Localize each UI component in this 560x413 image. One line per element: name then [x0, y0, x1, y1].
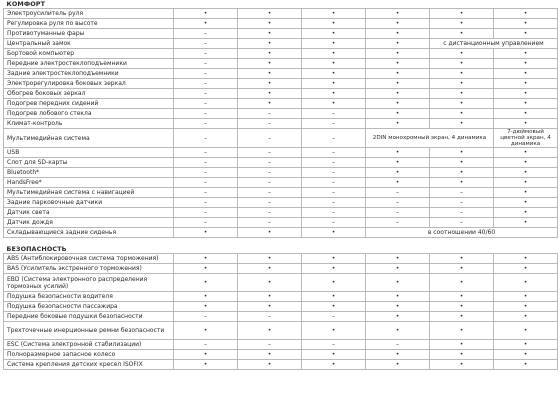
included-dot: • — [366, 109, 430, 119]
included-dot: • — [366, 9, 430, 19]
not-available-dash: – — [174, 178, 238, 188]
feature-name: EBD (Система электронного распределения тормозных усилий) — [4, 274, 174, 292]
equipment-table — [3, 0, 558, 370]
included-dot: • — [238, 39, 302, 49]
included-dot: • — [238, 228, 302, 238]
feature-name: Складывающиеся задние сиденья — [4, 228, 174, 238]
included-dot: • — [366, 39, 430, 49]
included-dot: • — [430, 340, 494, 350]
feature-name: Регулировка руля по высоте — [4, 19, 174, 29]
feature-name: BAS (Усилитель экстренного торможения) — [4, 264, 174, 274]
included-dot: • — [430, 158, 494, 168]
included-dot: • — [366, 302, 430, 312]
included-dot: • — [238, 29, 302, 39]
included-dot: • — [494, 208, 558, 218]
included-dot: • — [494, 188, 558, 198]
included-dot: • — [494, 218, 558, 228]
not-available-dash: – — [366, 208, 430, 218]
included-dot: • — [238, 59, 302, 69]
included-dot: • — [366, 274, 430, 292]
included-dot: • — [302, 9, 366, 19]
included-dot: • — [494, 302, 558, 312]
included-dot: • — [174, 254, 238, 264]
feature-name: Подогрев лобового стекла — [4, 109, 174, 119]
included-dot: • — [238, 69, 302, 79]
table-row — [4, 89, 558, 99]
table-row — [4, 208, 558, 218]
table-row — [4, 302, 558, 312]
not-available-dash: – — [238, 148, 302, 158]
included-dot: • — [494, 264, 558, 274]
not-available-dash: – — [174, 340, 238, 350]
included-dot: • — [302, 228, 366, 238]
included-dot: • — [430, 79, 494, 89]
feature-name: ABS (Антиблокировочная система торможения) — [4, 254, 174, 264]
included-dot: • — [430, 312, 494, 322]
included-dot: • — [494, 119, 558, 129]
included-dot: • — [366, 350, 430, 360]
included-dot: • — [430, 119, 494, 129]
not-available-dash: – — [238, 218, 302, 228]
included-dot: • — [494, 59, 558, 69]
not-available-dash: – — [302, 198, 366, 208]
included-dot: • — [302, 322, 366, 340]
included-dot: • — [238, 79, 302, 89]
included-dot: • — [494, 49, 558, 59]
included-dot: • — [366, 360, 430, 370]
not-available-dash: – — [174, 109, 238, 119]
section-title: БЕЗОПАСНОСТЬ — [4, 245, 558, 254]
included-dot: • — [238, 292, 302, 302]
feature-note: 2DIN монохромный экран, 4 динамика — [366, 129, 494, 148]
included-dot: • — [494, 254, 558, 264]
included-dot: • — [494, 274, 558, 292]
included-dot: • — [430, 302, 494, 312]
included-dot: • — [430, 29, 494, 39]
included-dot: • — [174, 322, 238, 340]
not-available-dash: – — [238, 109, 302, 119]
included-dot: • — [302, 302, 366, 312]
included-dot: • — [238, 89, 302, 99]
included-dot: • — [302, 99, 366, 109]
table-row — [4, 99, 558, 109]
included-dot: • — [302, 274, 366, 292]
feature-name: Передние боковые подушки безопасности — [4, 312, 174, 322]
feature-name: Противотуманные фары — [4, 29, 174, 39]
feature-name: Электроусилитель руля — [4, 9, 174, 19]
included-dot: • — [238, 302, 302, 312]
not-available-dash: – — [366, 218, 430, 228]
included-dot: • — [366, 264, 430, 274]
included-dot: • — [366, 178, 430, 188]
table-row — [4, 119, 558, 129]
not-available-dash: – — [174, 158, 238, 168]
included-dot: • — [494, 292, 558, 302]
not-available-dash: – — [238, 198, 302, 208]
feature-name: Полноразмерное запасное колесо — [4, 350, 174, 360]
feature-name: Передние электростеклоподъемники — [4, 59, 174, 69]
included-dot: • — [494, 158, 558, 168]
included-dot: • — [366, 292, 430, 302]
included-dot: • — [302, 292, 366, 302]
included-dot: • — [238, 49, 302, 59]
included-dot: • — [494, 168, 558, 178]
not-available-dash: – — [174, 129, 238, 148]
table-row — [4, 188, 558, 198]
included-dot: • — [366, 312, 430, 322]
table-row — [4, 254, 558, 264]
table-row — [4, 312, 558, 322]
not-available-dash: – — [174, 198, 238, 208]
included-dot: • — [302, 350, 366, 360]
table-row — [4, 69, 558, 79]
included-dot: • — [302, 69, 366, 79]
included-dot: • — [302, 19, 366, 29]
included-dot: • — [174, 350, 238, 360]
feature-name: Задние парковочные датчики — [4, 198, 174, 208]
table-row — [4, 218, 558, 228]
table-row — [4, 29, 558, 39]
included-dot: • — [430, 109, 494, 119]
included-dot: • — [366, 49, 430, 59]
not-available-dash: – — [302, 340, 366, 350]
included-dot: • — [366, 148, 430, 158]
included-dot: • — [430, 9, 494, 19]
feature-name: Датчик дождя — [4, 218, 174, 228]
included-dot: • — [430, 148, 494, 158]
section-header — [4, 0, 558, 9]
included-dot: • — [174, 360, 238, 370]
included-dot: • — [366, 29, 430, 39]
table-row — [4, 228, 558, 238]
feature-name: Подушка безопасности водителя — [4, 292, 174, 302]
feature-name: Датчик света — [4, 208, 174, 218]
included-dot: • — [430, 168, 494, 178]
included-dot: • — [430, 292, 494, 302]
feature-name: Мультимедийная система — [4, 129, 174, 148]
not-available-dash: – — [366, 340, 430, 350]
included-dot: • — [494, 340, 558, 350]
not-available-dash: – — [174, 59, 238, 69]
feature-name: Подогрев передних сидений — [4, 99, 174, 109]
table-row — [4, 340, 558, 350]
feature-name: Подушка безопасности пассажира — [4, 302, 174, 312]
included-dot: • — [494, 19, 558, 29]
included-dot: • — [366, 119, 430, 129]
included-dot: • — [430, 264, 494, 274]
included-dot: • — [302, 29, 366, 39]
included-dot: • — [494, 178, 558, 188]
table-row — [4, 79, 558, 89]
included-dot: • — [494, 89, 558, 99]
included-dot: • — [238, 19, 302, 29]
included-dot: • — [494, 148, 558, 158]
not-available-dash: – — [430, 218, 494, 228]
not-available-dash: – — [302, 218, 366, 228]
table-row — [4, 19, 558, 29]
included-dot: • — [430, 322, 494, 340]
feature-name: Трехточечные инерционные ремни безопасности — [4, 322, 174, 340]
included-dot: • — [430, 254, 494, 264]
not-available-dash: – — [366, 188, 430, 198]
not-available-dash: – — [174, 89, 238, 99]
table-row — [4, 274, 558, 292]
not-available-dash: – — [174, 312, 238, 322]
included-dot: • — [430, 49, 494, 59]
included-dot: • — [238, 360, 302, 370]
included-dot: • — [494, 69, 558, 79]
feature-name: Климат-контроль — [4, 119, 174, 129]
table-row — [4, 322, 558, 340]
included-dot: • — [430, 69, 494, 79]
feature-name: Bluetooth* — [4, 168, 174, 178]
included-dot: • — [366, 89, 430, 99]
included-dot: • — [302, 59, 366, 69]
feature-note: в соотношении 40/60 — [366, 228, 558, 238]
included-dot: • — [366, 99, 430, 109]
included-dot: • — [430, 59, 494, 69]
feature-note: 7-дюймовый цветной экран, 4 динамика — [494, 129, 558, 148]
table-row — [4, 350, 558, 360]
feature-note: с дистанционным управлением — [430, 39, 558, 49]
feature-name: ESC (Система электронной стабилизации) — [4, 340, 174, 350]
included-dot: • — [302, 264, 366, 274]
table-row — [4, 109, 558, 119]
not-available-dash: – — [302, 129, 366, 148]
section-spacer — [4, 238, 558, 246]
included-dot: • — [302, 39, 366, 49]
included-dot: • — [494, 109, 558, 119]
included-dot: • — [174, 302, 238, 312]
feature-name: Центральный замок — [4, 39, 174, 49]
feature-name: Система крепления детских кресел ISOFIX — [4, 360, 174, 370]
table-row — [4, 292, 558, 302]
not-available-dash: – — [238, 168, 302, 178]
table-row — [4, 168, 558, 178]
table-row — [4, 264, 558, 274]
included-dot: • — [366, 19, 430, 29]
not-available-dash: – — [430, 188, 494, 198]
not-available-dash: – — [174, 168, 238, 178]
included-dot: • — [494, 198, 558, 208]
feature-name: Электрорегулировка боковых зеркал — [4, 79, 174, 89]
included-dot: • — [366, 158, 430, 168]
included-dot: • — [430, 99, 494, 109]
table-row — [4, 158, 558, 168]
included-dot: • — [494, 322, 558, 340]
feature-name: HandsFree* — [4, 178, 174, 188]
section-header — [4, 245, 558, 254]
included-dot: • — [366, 168, 430, 178]
not-available-dash: – — [302, 178, 366, 188]
included-dot: • — [238, 99, 302, 109]
included-dot: • — [238, 350, 302, 360]
not-available-dash: – — [430, 198, 494, 208]
table-row — [4, 129, 558, 148]
feature-name: Слот для SD-карты — [4, 158, 174, 168]
included-dot: • — [238, 9, 302, 19]
not-available-dash: – — [174, 218, 238, 228]
included-dot: • — [494, 9, 558, 19]
included-dot: • — [430, 178, 494, 188]
included-dot: • — [174, 9, 238, 19]
not-available-dash: – — [302, 168, 366, 178]
included-dot: • — [494, 312, 558, 322]
included-dot: • — [494, 79, 558, 89]
not-available-dash: – — [174, 39, 238, 49]
included-dot: • — [430, 360, 494, 370]
included-dot: • — [494, 29, 558, 39]
not-available-dash: – — [238, 158, 302, 168]
section-title: КОМФОРТ — [4, 0, 558, 9]
included-dot: • — [494, 350, 558, 360]
not-available-dash: – — [238, 208, 302, 218]
included-dot: • — [238, 274, 302, 292]
not-available-dash: – — [238, 119, 302, 129]
included-dot: • — [494, 99, 558, 109]
not-available-dash: – — [174, 49, 238, 59]
feature-name: USB — [4, 148, 174, 158]
not-available-dash: – — [238, 188, 302, 198]
not-available-dash: – — [174, 99, 238, 109]
feature-name: Обогрев боковых зеркал — [4, 89, 174, 99]
not-available-dash: – — [302, 148, 366, 158]
included-dot: • — [430, 19, 494, 29]
feature-name: Мультимедийная система с навигацией — [4, 188, 174, 198]
included-dot: • — [366, 69, 430, 79]
included-dot: • — [174, 292, 238, 302]
table-row — [4, 39, 558, 49]
not-available-dash: – — [302, 158, 366, 168]
not-available-dash: – — [366, 198, 430, 208]
not-available-dash: – — [174, 79, 238, 89]
not-available-dash: – — [302, 188, 366, 198]
feature-name: Бортовой компьютер — [4, 49, 174, 59]
included-dot: • — [174, 228, 238, 238]
included-dot: • — [366, 79, 430, 89]
included-dot: • — [174, 19, 238, 29]
included-dot: • — [302, 254, 366, 264]
not-available-dash: – — [174, 29, 238, 39]
not-available-dash: – — [238, 312, 302, 322]
included-dot: • — [430, 274, 494, 292]
included-dot: • — [238, 264, 302, 274]
included-dot: • — [430, 89, 494, 99]
feature-name: Задние электростеклоподъемники — [4, 69, 174, 79]
not-available-dash: – — [302, 119, 366, 129]
table-row — [4, 49, 558, 59]
not-available-dash: – — [238, 129, 302, 148]
not-available-dash: – — [430, 208, 494, 218]
not-available-dash: – — [302, 208, 366, 218]
not-available-dash: – — [302, 109, 366, 119]
included-dot: • — [494, 360, 558, 370]
not-available-dash: – — [174, 69, 238, 79]
included-dot: • — [302, 79, 366, 89]
included-dot: • — [366, 254, 430, 264]
included-dot: • — [302, 49, 366, 59]
table-row — [4, 178, 558, 188]
not-available-dash: – — [238, 340, 302, 350]
included-dot: • — [238, 254, 302, 264]
not-available-dash: – — [302, 312, 366, 322]
not-available-dash: – — [174, 208, 238, 218]
included-dot: • — [238, 322, 302, 340]
included-dot: • — [430, 350, 494, 360]
table-row — [4, 360, 558, 370]
not-available-dash: – — [174, 188, 238, 198]
included-dot: • — [174, 274, 238, 292]
included-dot: • — [302, 360, 366, 370]
included-dot: • — [174, 264, 238, 274]
table-row — [4, 148, 558, 158]
not-available-dash: – — [174, 119, 238, 129]
table-row — [4, 9, 558, 19]
table-row — [4, 59, 558, 69]
included-dot: • — [302, 89, 366, 99]
not-available-dash: – — [174, 148, 238, 158]
included-dot: • — [366, 322, 430, 340]
included-dot: • — [366, 59, 430, 69]
table-row — [4, 198, 558, 208]
not-available-dash: – — [238, 178, 302, 188]
